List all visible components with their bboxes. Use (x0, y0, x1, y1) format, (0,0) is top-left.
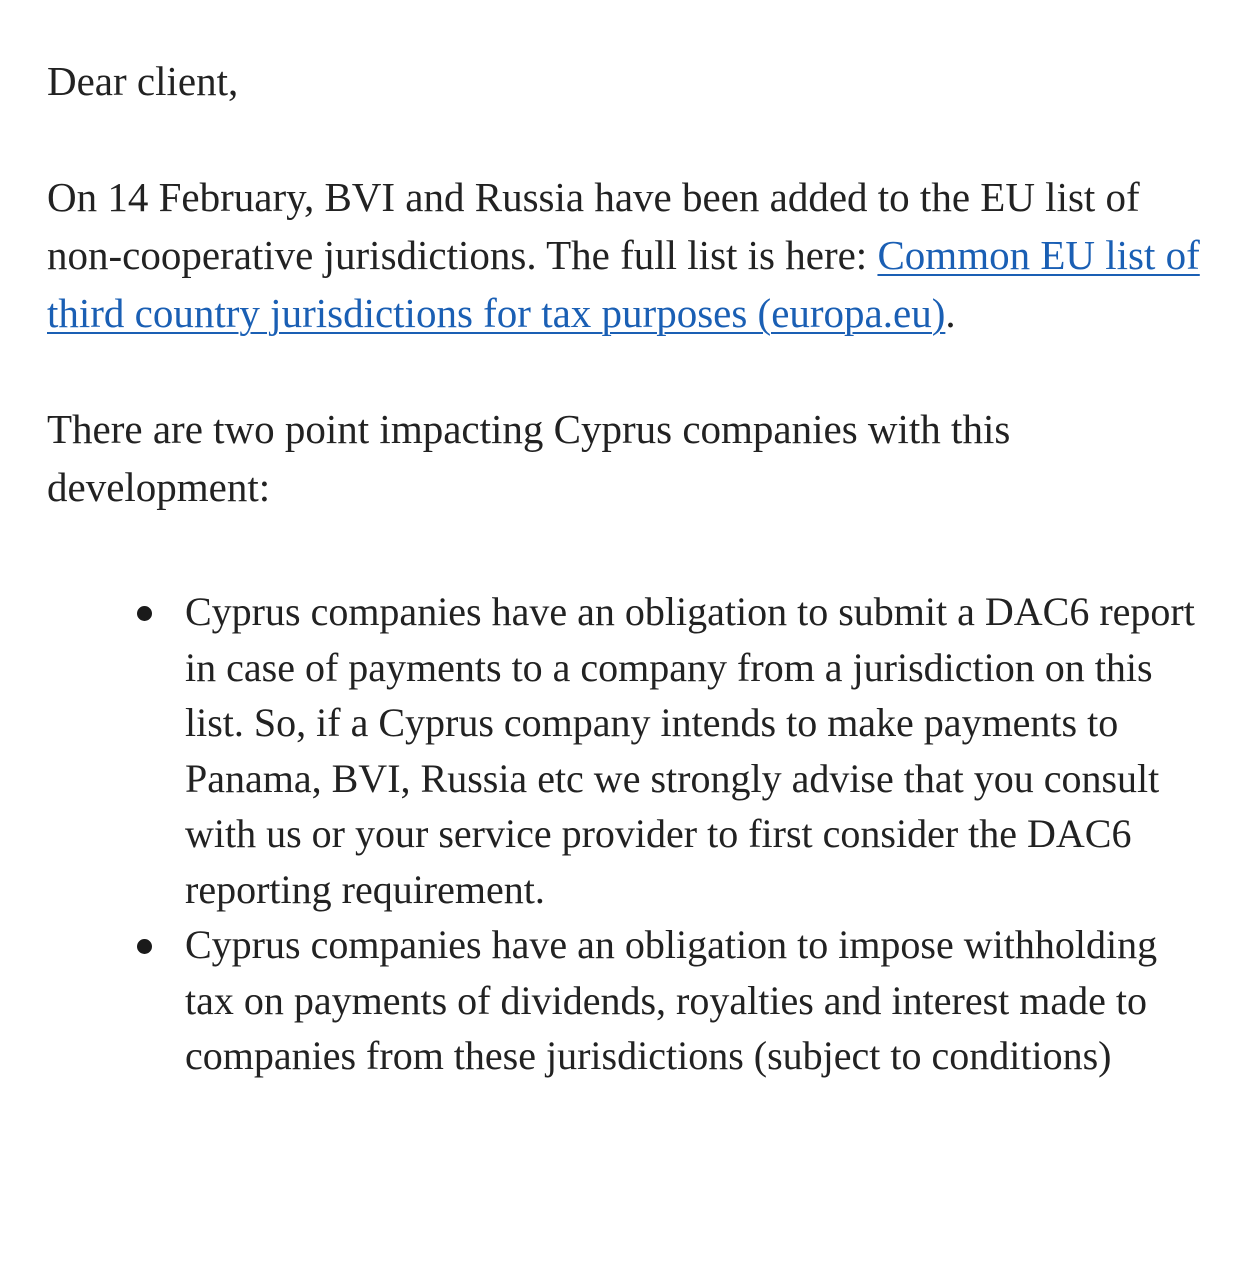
list-item-text: Cyprus companies have an obligation to submit a DAC6 report in case of payments to a company from a jurisdiction on this list. So, if a Cyprus company intends to make payments to Panama, BVI, Russia etc we strongly advise that you consult with us or your service provider to first consider the DAC6 reporting requirement. (185, 589, 1195, 912)
list-item (185, 917, 1205, 1084)
eu-list-link[interactable]: Common EU list of third country jurisdictions for tax purposes (europa.eu) (47, 232, 1200, 336)
intro-period: . (945, 290, 956, 336)
intro-text: On 14 February, BVI and Russia have been added to the EU list of non-cooperative jurisdictions. The full list is here: (47, 174, 1140, 278)
intro-paragraph (47, 168, 1217, 342)
email-body (47, 52, 1217, 1084)
list-item-text: Cyprus companies have an obligation to impose withholding tax on payments of dividends, royalties and interest made to companies from these jurisdictions (subject to conditions) (185, 922, 1158, 1078)
lead-paragraph: There are two point impacting Cyprus companies with this development: (47, 406, 1011, 510)
list-item (185, 584, 1205, 917)
bullet-icon (137, 606, 152, 621)
impact-points-list (47, 584, 1205, 1084)
greeting: Dear client, (47, 58, 239, 104)
bullet-icon (137, 939, 152, 954)
